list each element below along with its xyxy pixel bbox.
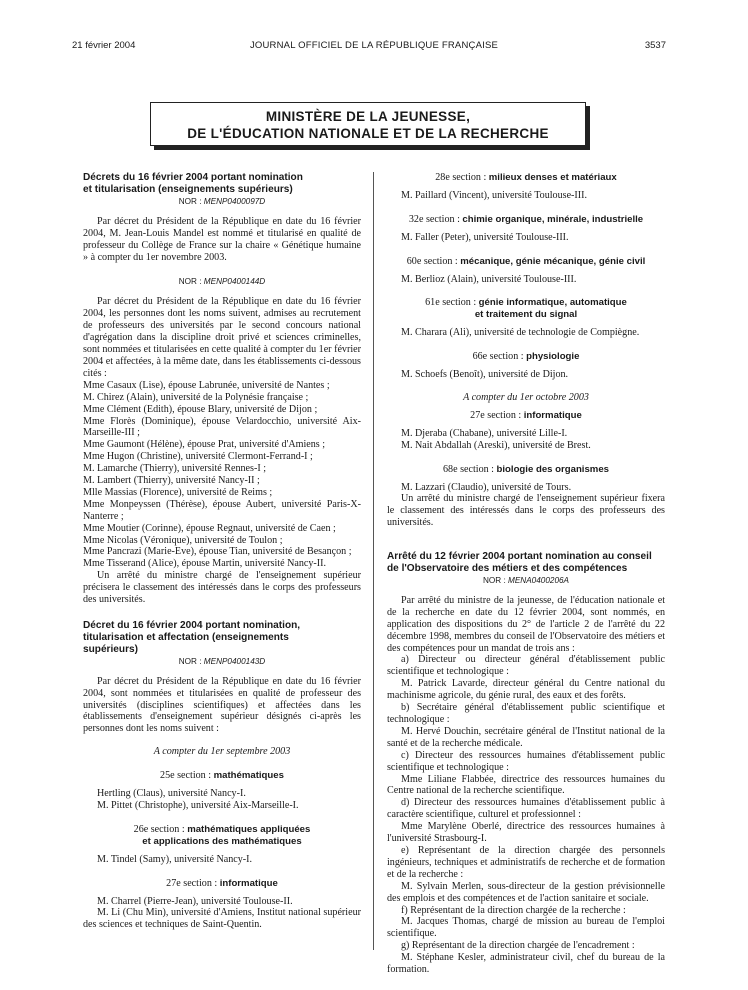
arrete-item-f: f) Représentant de la direction chargée de la recherche : bbox=[401, 904, 626, 916]
ministry-line-2: DE L'ÉDUCATION NATIONALE ET DE LA RECHERCHE bbox=[187, 126, 549, 141]
section-name: informatique bbox=[219, 877, 278, 889]
decree2-paragraph-1: Par décret du Président de la République en date du 16 février 2004, sont nommées et titularisées en qualité de professeur des universités (disciplines scientifiques) et affectées dans les établissements d'enseignement supérieur désignés ci-après les personnes dont les noms suivent : bbox=[83, 675, 361, 735]
section-28-heading bbox=[387, 172, 665, 184]
list-item: M. Li (Chu Min), université d'Amiens, Institut national supérieur des sciences et techniques de Saint-Quentin. bbox=[83, 907, 361, 931]
section-26-heading-cont bbox=[83, 836, 361, 848]
nor-label: NOR : bbox=[178, 656, 204, 666]
section-number: 25e section : bbox=[160, 770, 214, 782]
arrete-item-g: g) Représentant de la direction chargée de l'encadrement : bbox=[401, 940, 635, 952]
nor-code: MENP0400143D bbox=[203, 656, 266, 666]
decree1-paragraph-1: Par décret du Président de la République en date du 16 février 2004, M. Jean-Louis Mandel est nommé et titularisé en qualité de professeur du Collège de France sur la chaire « Génétique humaine » à compter du 1er novembre 2003. bbox=[83, 215, 361, 263]
section-number: 28e section : bbox=[435, 172, 489, 183]
decree1-title-line1: Décrets du 16 février 2004 portant nomination bbox=[83, 172, 303, 183]
section-number: 68e section : bbox=[442, 463, 497, 475]
arrete-name-g: M. Stéphane Kesler, administrateur civil, chef du bureau de la formation. bbox=[387, 952, 665, 976]
list-item: Mme Florès (Dominique), épouse Velardocchio, université Aix-Marseille-III ; bbox=[83, 415, 361, 439]
arrete-title-line2: de l'Observatoire des métiers et des compétences bbox=[387, 563, 628, 575]
left-column bbox=[83, 172, 361, 931]
list-item: Mlle Massias (Florence), université de Reims ; bbox=[83, 486, 273, 498]
list-item: Mme Nicolas (Véronique), université de Toulon ; bbox=[83, 534, 283, 546]
list-item: Mme Clément (Edith), épouse Blary, université de Dijon ; bbox=[83, 403, 318, 415]
section-61-heading bbox=[387, 297, 665, 309]
header-page-number: 3537 bbox=[644, 40, 666, 51]
section-number: 61e section : bbox=[425, 297, 479, 309]
list-item: Mme Monpeyssen (Thérèse), épouse Aubert, université Paris-X-Nanterre ; bbox=[83, 498, 361, 522]
decree2-title-line2: titularisation et affectation (enseignements bbox=[83, 631, 289, 643]
section-number: 32e section : bbox=[408, 213, 463, 225]
arrete-name-e: M. Sylvain Merlen, sous-directeur de la gestion prévisionnelle des emplois et des compétences et de l'action sanitaire et sociale. bbox=[387, 880, 665, 904]
section-name: et traitement du signal bbox=[474, 309, 578, 321]
nor-label: NOR : bbox=[482, 575, 509, 585]
column-divider bbox=[373, 172, 374, 950]
section-27-heading bbox=[83, 878, 361, 890]
list-item: M. Pittet (Christophe), université Aix-Marseille-I. bbox=[97, 799, 299, 811]
list-item: M. Lazzari (Claudio), université de Tours. bbox=[401, 481, 572, 493]
header-date: 21 février 2004 bbox=[72, 40, 136, 51]
section-name: biologie des organismes bbox=[496, 463, 610, 475]
list-item: M. Nait Abdallah (Areski), université de Brest. bbox=[401, 439, 591, 451]
arrete-item-e: e) Représentant de la direction chargée des personnels ingénieurs, techniques et administratifs de recherche et de formation et de la recherche : bbox=[387, 844, 665, 880]
list-item: Mme Pancrazi (Marie-Eve), épouse Tian, université de Besançon ; bbox=[83, 546, 352, 558]
section-name: informatique bbox=[523, 409, 582, 421]
arrete-name-c: Mme Liliane Flabbée, directrice des ressources humaines du Centre national de la recherche scientifique. bbox=[387, 773, 665, 797]
section-25-heading bbox=[83, 770, 361, 782]
list-item: M. Paillard (Vincent), université Toulouse-III. bbox=[401, 189, 588, 201]
section-name: mécanique, génie mécanique, génie civil bbox=[460, 255, 646, 267]
section-66-heading bbox=[387, 351, 665, 363]
list-item: Mme Tisserand (Alice), épouse Martin, université Nancy-II. bbox=[83, 558, 327, 570]
section-60-heading bbox=[387, 256, 665, 268]
section-number: 27e section : bbox=[470, 409, 524, 421]
section-number: 60e section : bbox=[406, 255, 461, 267]
nor-code: MENA0400206A bbox=[508, 575, 570, 585]
list-item: M. Lamarche (Thierry), université Rennes-I ; bbox=[83, 463, 267, 475]
section-name: physiologie bbox=[526, 351, 580, 363]
section-61-heading-cont bbox=[387, 309, 665, 321]
section-name: chimie organique, minérale, industrielle bbox=[462, 213, 644, 225]
arrete-nor bbox=[387, 576, 665, 585]
decree1-title-line2: et titularisation (enseignements supérieurs) bbox=[83, 183, 293, 195]
section-32-heading bbox=[387, 214, 665, 226]
list-item: M. Charara (Ali), université de technologie de Compiègne. bbox=[401, 327, 640, 339]
decree2-title-line3: supérieurs) bbox=[83, 643, 138, 655]
arrete-item-b: b) Secrétaire général d'établissement public scientifique et technologique : bbox=[387, 702, 665, 725]
section-name: génie informatique, automatique bbox=[478, 297, 627, 309]
arrete-name-f: M. Jacques Thomas, chargé de mission au bureau de l'emploi scientifique. bbox=[387, 916, 665, 940]
right-column bbox=[387, 172, 665, 976]
decree2-title-line1: Décret du 16 février 2004 portant nomination, bbox=[83, 620, 301, 631]
decree1-nor bbox=[83, 197, 361, 206]
decree2-nor bbox=[83, 657, 361, 666]
section-number: 26e section : bbox=[133, 823, 188, 835]
nor-code: MENP0400097D bbox=[203, 196, 266, 206]
decree1-nor-2 bbox=[83, 277, 361, 286]
list-item: M. Chirez (Alain), université de la Polynésie française ; bbox=[83, 391, 309, 403]
list-item: M. Charrel (Pierre-Jean), université Toulouse-II. bbox=[97, 895, 293, 907]
section-number: 27e section : bbox=[166, 877, 220, 889]
arrete-item-d: d) Directeur des ressources humaines d'établissement public à caractère scientifique, culturel et professionnel : bbox=[387, 797, 665, 821]
list-item: Mme Hugon (Christine), université Clermont-Ferrand-I ; bbox=[83, 451, 313, 463]
closing-paragraph: Un arrêté du ministre chargé de l'enseignement supérieur fixera le classement des intéressés dans le corps des professeurs des universités. bbox=[387, 493, 665, 529]
nor-label: NOR : bbox=[178, 196, 204, 206]
list-item: M. Berlioz (Alain), université Toulouse-III. bbox=[401, 273, 577, 285]
arrete-item-a: a) Directeur ou directeur général d'établissement public scientifique et technologique : bbox=[387, 654, 665, 678]
list-item: Mme Gaumont (Hélène), épouse Prat, université d'Amiens ; bbox=[83, 439, 326, 451]
section-name: et applications des mathématiques bbox=[142, 835, 302, 847]
section-27-heading-right bbox=[387, 410, 665, 422]
list-item: M. Djeraba (Chabane), université Lille-I. bbox=[401, 427, 568, 439]
section-number: 66e section : bbox=[472, 351, 527, 363]
list-item: M. Tindel (Samy), université Nancy-I. bbox=[97, 853, 253, 865]
list-item: M. Schoefs (Benoît), université de Dijon. bbox=[401, 369, 569, 381]
arrete-title-line1: Arrêté du 12 février 2004 portant nomination au conseil bbox=[387, 551, 652, 563]
arrete-name-d: Mme Marylène Oberlé, directrice des ressources humaines à l'université Strasbourg-I. bbox=[387, 821, 665, 845]
arrete-name-b: M. Hervé Douchin, secrétaire général de l'Institut national de la santé et de la recherche médicale. bbox=[387, 725, 665, 749]
decree1-paragraph-3: Un arrêté du ministre chargé de l'enseignement supérieur précisera le classement des intéressés dans le corps des professeurs des universités. bbox=[83, 570, 361, 606]
list-item: Mme Moutier (Corinne), épouse Regnaut, université de Caen ; bbox=[83, 522, 336, 534]
arrete-intro: Par arrêté du ministre de la jeunesse, de l'éducation nationale et de la recherche en date du 12 février 2004, sont nommés, en application des dispositions du 2° de l'article 2 de l'arrêté du 22 décembre 1998, membres du conseil de l'Observatoire des métiers et des compétences pour un mandat de trois ans : bbox=[387, 594, 665, 654]
nor-code: MENP0400144D bbox=[203, 277, 266, 287]
page-header bbox=[0, 40, 748, 54]
nor-label: NOR : bbox=[178, 277, 204, 287]
section-68-heading bbox=[387, 464, 665, 476]
section-name: mathématiques appliquées bbox=[187, 823, 311, 835]
arrete-item-c: c) Directeur des ressources humaines d'établissement public scientifique et technologique : bbox=[387, 749, 665, 773]
right-date-line: A compter du 1er octobre 2003 bbox=[463, 391, 589, 403]
header-journal-title: JOURNAL OFFICIEL DE LA RÉPUBLIQUE FRANÇAISE bbox=[249, 40, 499, 51]
list-item: M. Faller (Peter), université Toulouse-III. bbox=[401, 231, 569, 243]
ministry-banner bbox=[150, 102, 586, 146]
decree1-paragraph-2: Par décret du Président de la République en date du 16 février 2004, les personnes dont les noms suivent, admises au recrutement de professeurs des universités par le second concours national d'agrégation dans la discipline droit privé et sciences criminelles, sont nommées et titularisées en cette qualité à compter du 1er février 2004 et affectées, à la même date, dans les établissements ci-dessous cités : bbox=[83, 296, 361, 379]
decree2-date-line: A compter du 1er septembre 2003 bbox=[153, 746, 291, 758]
decree1-appointee-list bbox=[83, 380, 361, 571]
section-name: milieux denses et matériaux bbox=[488, 172, 617, 183]
section-name: mathématiques bbox=[213, 770, 284, 782]
list-item: Mme Casaux (Lise), épouse Labrunée, université de Nantes ; bbox=[83, 379, 330, 391]
section-26-heading bbox=[83, 824, 361, 836]
list-item: M. Lambert (Thierry), université Nancy-II ; bbox=[83, 475, 260, 487]
list-item: Hertling (Claus), université Nancy-I. bbox=[97, 788, 246, 800]
arrete-name-a: M. Patrick Lavarde, directeur général du Centre national du machinisme agricole, du génie rural, des eaux et des forêts. bbox=[387, 678, 665, 702]
ministry-line-1: MINISTÈRE DE LA JEUNESSE, bbox=[265, 109, 471, 124]
